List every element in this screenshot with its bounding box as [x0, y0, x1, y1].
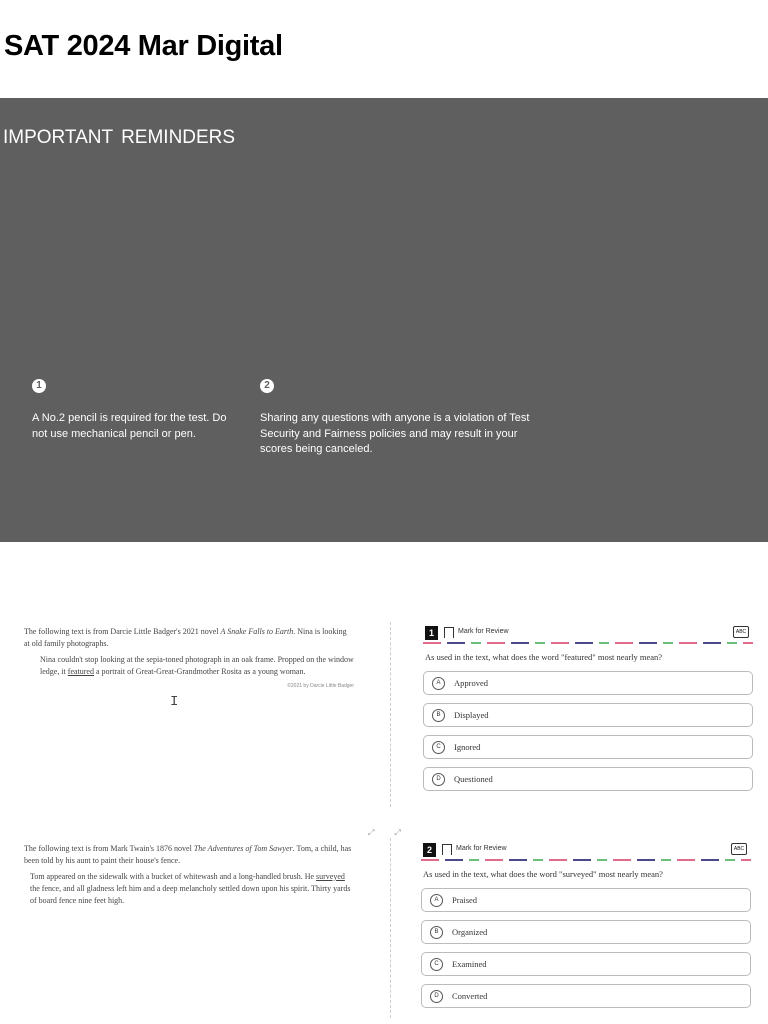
option-text: Praised: [452, 895, 478, 905]
column-divider[interactable]: [390, 838, 392, 1018]
column-divider[interactable]: [390, 622, 392, 807]
answer-options-1: [423, 671, 753, 791]
answer-option-d[interactable]: [423, 767, 753, 791]
option-letter: B: [430, 926, 443, 939]
question-number-2: 2: [423, 843, 436, 857]
option-text: Questioned: [454, 774, 493, 784]
expand-icon[interactable]: ⤢: [394, 828, 401, 837]
option-text: Examined: [452, 959, 487, 969]
option-letter: D: [430, 990, 443, 1003]
answer-panel-1: [423, 626, 753, 799]
question-number-1: 1: [425, 626, 438, 640]
reminder-number-2: 2: [260, 379, 274, 393]
answer-panel-2: [421, 843, 751, 1016]
answer-option-b[interactable]: [423, 703, 753, 727]
bookmark-icon[interactable]: [442, 844, 452, 855]
reminders-heading: IMPORTANT REMINDERS: [3, 127, 236, 148]
option-text: Converted: [452, 991, 488, 1001]
reminders-banner: [0, 98, 768, 542]
page-title: SAT 2024 Mar Digital: [4, 30, 283, 62]
reminder-2: [260, 378, 530, 458]
abc-eliminator-icon[interactable]: ABC: [733, 626, 749, 638]
mark-for-review-1[interactable]: Mark for Review: [458, 628, 509, 635]
passage-2: [24, 843, 354, 907]
passage-body-1: Nina couldn't stop looking at the sepia-toned photograph in an oak frame. Propped on the window ledge, it featured a portrait of Great-Great-Grandmother Rosita as a young woman.: [40, 655, 354, 676]
option-letter: C: [430, 958, 443, 971]
answer-option-a[interactable]: [423, 671, 753, 695]
reminder-number-1: 1: [32, 379, 46, 393]
bookmark-icon[interactable]: [444, 627, 454, 638]
reminder-1: [32, 378, 232, 442]
expand-icon[interactable]: ⤢: [368, 828, 375, 837]
passage-1: [24, 626, 354, 692]
question-header-2: [421, 843, 751, 859]
option-letter: C: [432, 741, 445, 754]
option-letter: A: [432, 677, 445, 690]
passage-body-2: Tom appeared on the sidewalk with a bucket of whitewash and a long-handled brush. He surveyed the fence, and all gladness left him and a deep melancholy settled down upon his spirit. Thirty yards of board fence nine feet high.: [30, 872, 351, 905]
passage-credit-1: ©2021 by Darcie Little Badger: [287, 683, 354, 689]
layout-icons: [368, 828, 421, 838]
target-word-2: surveyed: [316, 872, 345, 881]
text-cursor-icon: I: [170, 694, 179, 710]
answer-options-2: [421, 888, 751, 1008]
option-text: Ignored: [454, 742, 481, 752]
abc-eliminator-icon[interactable]: ABC: [731, 843, 747, 855]
option-text: Organized: [452, 927, 488, 937]
target-word-1: featured: [67, 667, 94, 676]
question-header-1: [423, 626, 753, 642]
answer-option-c[interactable]: [423, 735, 753, 759]
option-letter: A: [430, 894, 443, 907]
answer-option-a[interactable]: [421, 888, 751, 912]
mark-for-review-2[interactable]: Mark for Review: [456, 845, 507, 852]
reminder-text-2: Sharing any questions with anyone is a violation of Test Security and Fairness policies and may result in your scores being canceled.: [260, 412, 530, 455]
answer-option-d[interactable]: [421, 984, 751, 1008]
option-text: Displayed: [454, 710, 489, 720]
answer-option-c[interactable]: [421, 952, 751, 976]
option-letter: B: [432, 709, 445, 722]
option-letter: D: [432, 773, 445, 786]
passage-intro-1: The following text is from Darcie Little Badger's 2021 novel A Snake Falls to Earth. Nina is looking at old family photographs.: [24, 627, 347, 648]
question-prompt-1: As used in the text, what does the word "featured" most nearly mean?: [425, 652, 663, 662]
passage-intro-2: The following text is from Mark Twain's 1876 novel The Adventures of Tom Sawyer. Tom, a child, has been told by his aunt to paint their house's fence.: [24, 844, 352, 865]
header-strip: [423, 642, 753, 644]
option-text: Approved: [454, 678, 488, 688]
reminder-text-1: A No.2 pencil is required for the test. Do not use mechanical pencil or pen.: [32, 412, 227, 440]
question-prompt-2: As used in the text, what does the word "surveyed" most nearly mean?: [423, 869, 663, 879]
header-strip: [421, 859, 751, 861]
answer-option-b[interactable]: [421, 920, 751, 944]
